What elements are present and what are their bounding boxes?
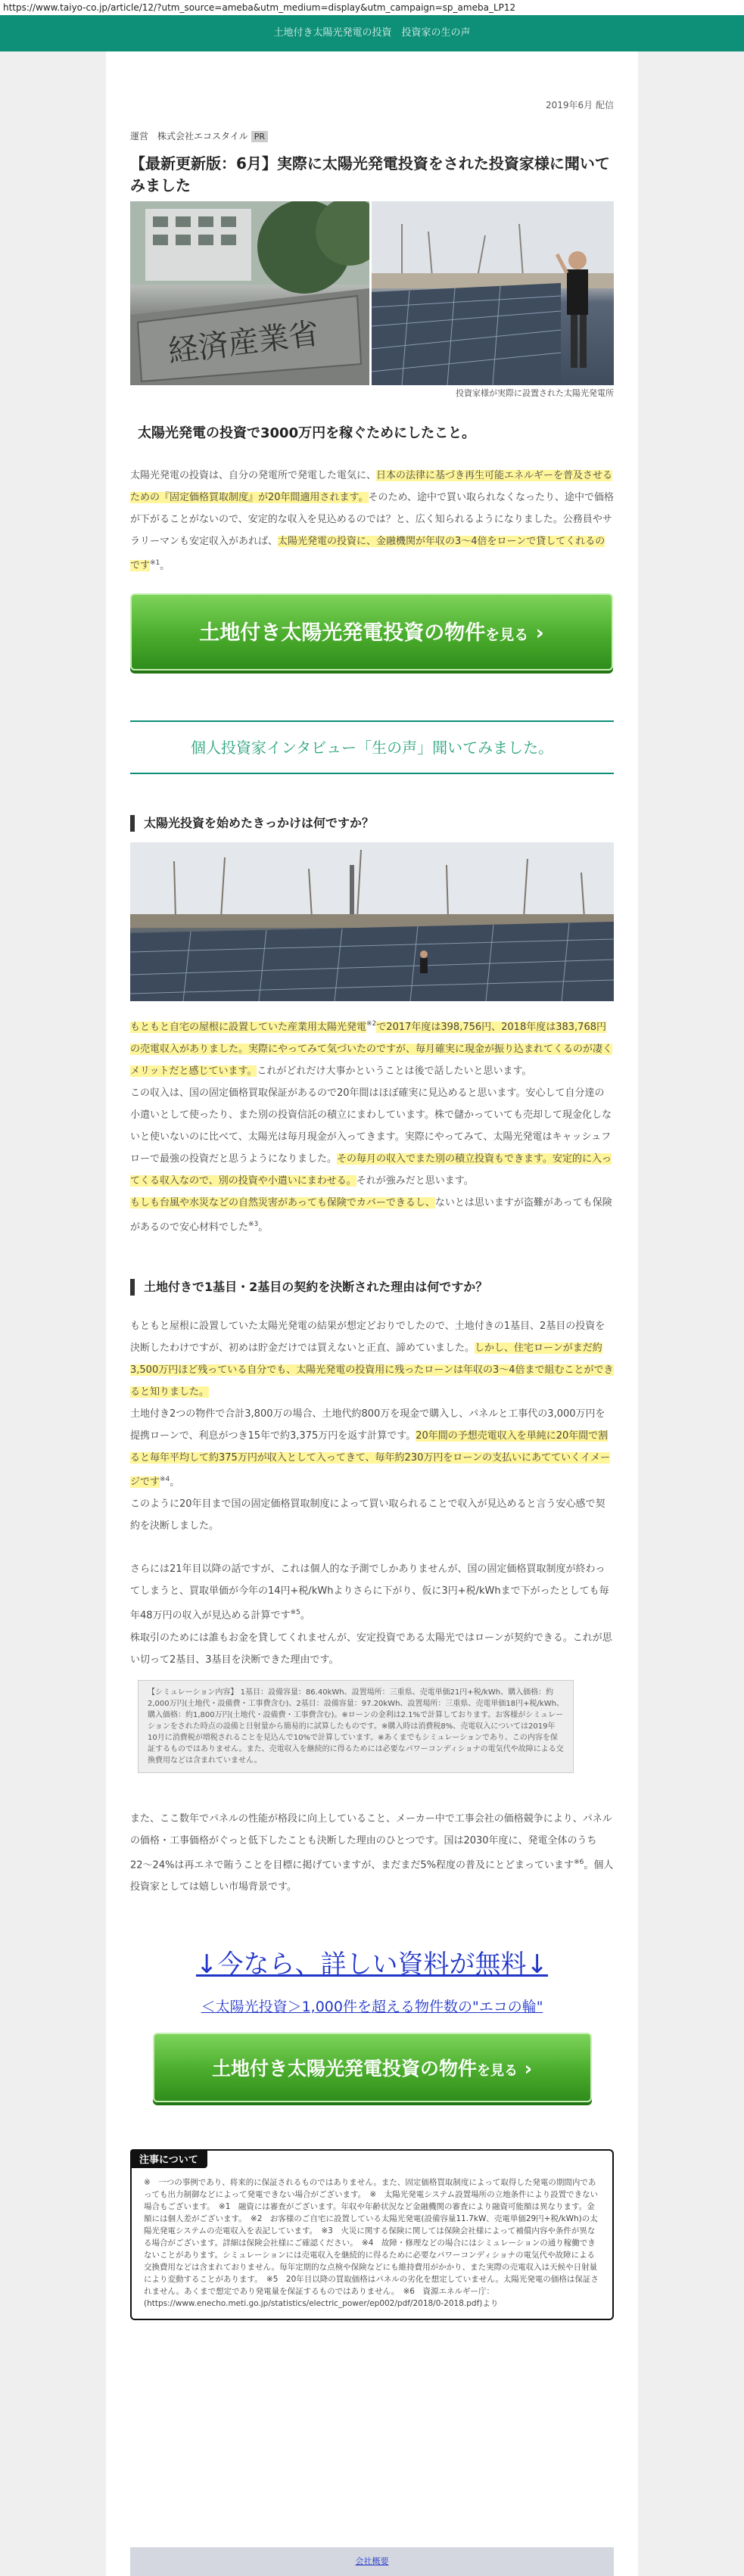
top-banner: 土地付き太陽光発電の投資 投資家の生の声 [0,15,744,51]
notes-text: ※ 一つの事例であり、将来的に保証されるものではありません。また、固定価格買取制度によって取得した発電の期間内であっても出力制御などによって発電できない場合がございます。 ※ 太陽光発電システム設置場所の立地条件により設置できない場合もございます。 ※1 融資には審査がございます。年収や年齢状況など金融機関の審査により融資可能額は異なります。金額には個人差がございます。 ※2 お客様のご自宅に設置している太陽光発電(設備容量11.7kW、売電単価29円+税/kWh)の太陽光発電システムの売電収入を表記しています。 ※3 火災に関する保険に関しては保険会社様によって補償内容や条件が異なる場合がございます。詳細は保険会社様にご確認ください。 ※4 故障・修理などの場合にはシミュレーションの通り稼働できないことがあります。シミュレーションには売電収入を継続的に得るために必要なパワーコンディショナの電気代や故障による交換費用などは含まれておりません。毎年定期的な点検や保険などにも維持費用がかかり、また実際の売電収入は天候や日射量により変動することがあります。 ※5 20年目以降の買取価格はパネルの劣化を想定していません。太陽光発電の価格は保証されません。あくまで想定であり発電量を保証するものではありません。 ※6 資源エネルギー庁：(https://www.enecho.meti.go.jp/statistics/electric_power/ep002/pdf/2018/0-2018.pdf)より [144,2177,599,2308]
cta-small-label: を見る [476,2062,518,2079]
hero-photos [130,201,614,403]
footnote-ref: ※3 [248,1220,259,1228]
intro-text-1: 太陽光発電の投資は、自分の発電所で発電した電気に、 [130,470,377,481]
answer-paragraph-6: このように20年目まで国の固定価格買取制度によって買い取られることで収入が見込めると言う安心感で契約を決断しました。 [130,1498,605,1532]
answer-text: もともと屋根に設置していた太陽光発電の結果が想定どおりでしたので、土地付きの1基目、2基目の投資を決断したわけですが、初めは貯金だけでは買えないと正直、諦めていました。 [130,1320,605,1354]
chevron-right-icon: › [535,621,544,646]
free-materials-link[interactable]: ↓今なら、詳しい資料が無料↓ [196,1949,548,1980]
answer-text: これがどれだけ大事かということは後で話したいと思います。 [257,1065,532,1077]
footnote-ref: ※5 [290,1609,300,1617]
cta-main-label: 土地付き太陽光発電投資の物件 [211,2057,477,2080]
address-bar[interactable]: https://www.taiyo-co.jp/article/12/?utm_source=ameba&utm_medium=display&utm_campaign=sp_ameba_LP12 [0,0,744,15]
property-cta-button-2[interactable] [153,2033,592,2102]
footnote-ref: ※1 [150,559,160,567]
pr-badge: PR [251,131,268,142]
answer-text: 。個人投資家としては嬉しい市場背景です。 [130,1859,614,1893]
answer-text: 。 [300,1610,310,1622]
answer-highlight: 20年間の予想売電収入を単純に20年間で割ると毎年平均して約375万円が収入として入ってきて、毎年約230万円をローンの支払いにあてていくイメージです [130,1430,610,1489]
cta-small-label: を見る [485,627,529,644]
footnote-ref: ※4 [160,1475,170,1483]
answer-highlight: で2017年度は398,756円、2018年度は383,768円の売電収入がありました。実際にやってみて気づいたのですが、毎月確実に現金が振り込まれてくるのが凄くメリットだと感じています。 [130,1021,613,1077]
answer-highlight: しかし、住宅ローンがまだ約3,500万円ほど残っている自分でも、太陽光発電の投資用に残ったローンは年収の3〜4倍まで組むことができると知りました。 [130,1342,614,1398]
article-title: 【最新更新版：6月】実際に太陽光発電投資をされた投資家様に聞いてみました [130,154,610,194]
solar-investor-photo [372,201,614,385]
answer-text: この収入は、国の固定価格買取保証があるので20年間はほぼ確実に見込めると思います。安心して自分達の小遣いとして使ったり、また別の投資信託の積立にまわしています。株で儲かっていても売却して現金化しないと使いないのに比べて、太陽光は毎月現金が入ってきます。実際にやってみて、太陽光発電はキャッシュフローで最強の投資だと思うようになりました。 [130,1087,612,1165]
answer-text: 。 [170,1476,180,1489]
article-page [106,51,638,2576]
answer-paragraph-9 [130,1808,614,1898]
question-heading-1: 太陽光投資を始めたきっかけは何ですか？ [130,815,614,832]
footnote-ref: ※6 [574,1858,584,1866]
answer-text: さらには21年目以降の話ですが、これは個人的な予測でしかありませんが、国の固定価格買取制度が終わってしまうと、買取単価が今年の14円+税/kWhよりさらに下がり、仮に3円+税/kWhまで下がったとしても毎年48万円の収入が見込める計算です [130,1563,609,1622]
publish-date: 2019年6月 配信 [546,100,614,110]
property-cta-button[interactable] [130,593,613,670]
intro-text-2: そのため、途中で買い取られなくなったり、途中で価格が下がることがないので、安定的な収入を見込めるのでは？と、広く知られるようになりました。公務員やサラリーマンも安定収入があれば、 [130,492,614,547]
answer-text: 土地付き2つの物件で合計3,800万の場合、土地代約800万を現金で購入し、パネルと工事代の3,000万円を提携ローンで、利息がつき15年で約3,375万円を返す計算です。 [130,1408,605,1442]
answer-text: ないとは思いますが盗難があっても保険があるので安心材料でした [130,1196,612,1233]
notes-title: 注事について [130,2149,207,2168]
photo-caption: 投資家様が実際に設置された太陽光発電所 [456,388,614,398]
notes-box [130,2149,614,2320]
simulation-note: 【シミュレーション内容】 1基目：設備容量：86.40kWh、設置場所：三重県、売電単価21円+税/kWh、購入価格：約2,000万円(土地代・設備費・工事費含む)、2基目：設備容量：97.20kWh、設置場所：三重県、売電単価18円+税/kWh、購入価格：約1,800万円(土地代・設備費・工事費含む)。※ローンの金利は2.1%で計算しております。お客様がシミュレーションをされた時点の設備と日射量から簡易的に試算したものです。※購入時は消費税8%、売電収入については2019年10月に消費税が増税されることを見込んで10%で計算しています。※あくまでもシミュレーションであり、この内容を保証するものではありません。また、売電収入を継続的に得るためには必要なパワーコンディショナの電気代や故障による交換費用などは含まれていません。 [138,1680,574,1773]
answer-highlight: もしも台風や水災などの自然災害があっても保険でカバーできるし、 [130,1196,435,1209]
company-overview-link[interactable]: 会社概要 [355,2556,389,2566]
chevron-right-icon: › [524,2057,533,2080]
answer-text: また、ここ数年でパネルの性能が格段に向上していること、メーカー中で工事会社の価格競争により、パネルの価格・工事価格がぐっと低下したことも決断した理由のひとつです。国は2030年度に、発電全体のうち22〜24%は再エネで賄うことを目標に掲げていますが、まだまだ5%程度の普及にとどまっています [130,1812,612,1871]
answer-paragraph-5 [130,1403,614,1493]
property-count-link[interactable]: ＜太陽光投資＞1,000件を超える物件数の"エコの輪" [201,1998,543,2015]
question-heading-2: 土地付きで1基目・2基目の契約を決断された理由は何ですか？ [130,1279,614,1296]
answer-text: 。 [258,1221,269,1233]
answer-text: それが強みだと思います。 [356,1174,474,1187]
photo-sign-text: 経済産業省 [166,316,321,370]
interview-heading: 個人投資家インタビュー「生の声」聞いてみました。 [190,739,554,758]
answer-highlight: もともと自宅の屋根に設置していた産業用太陽光発電 [130,1021,367,1033]
answer-highlight: その毎月の収入でまた別の積立投資もできます。安定的に入ってくる収入なので、別の投資や小遣いにまわせる。 [130,1153,612,1187]
answer-paragraph-1 [130,1013,614,1081]
solar-farm-illustration [130,842,614,1001]
answer-paragraph-8: 株取引のためには誰もお金を貸してくれませんが、安定投資である太陽光ではローンが契約できる。これが思い切って2基目、3基目を決断できた理由です。 [130,1632,612,1666]
intro-text-3: 。 [160,560,170,572]
answer-paragraph-3 [130,1192,614,1238]
publisher-name: 運営 株式会社エコスタイル [130,131,248,142]
cta-main-label: 土地付き太陽光発電投資の物件 [199,621,486,646]
solar-field-illustration [372,201,614,385]
intro-highlight-2: 太陽光発電の投資に、金融機関が年収の3〜4倍をローンで貸してくれるのです [130,536,605,572]
lead-heading: 太陽光発電の投資で3000万円を稼ぐためにしたこと。 [138,425,476,441]
footer [130,2547,614,2576]
divider [130,773,614,774]
intro-paragraph [130,465,614,577]
answer-paragraph-4 [130,1315,614,1403]
solar-farm-photo [130,842,614,1001]
answer-paragraph-7 [130,1558,614,1626]
answer-paragraph-2 [130,1082,614,1192]
publisher-line [130,129,614,142]
intro-highlight-1: 日本の法律に基づき再生可能エネルギーを普及させるための『固定価格買取制度』が20年間適用されます。 [130,470,613,503]
footnote-ref: ※2 [366,1020,377,1028]
ministry-stone-illustration [130,201,369,385]
divider [130,720,614,722]
ministry-stone-photo [130,201,369,385]
